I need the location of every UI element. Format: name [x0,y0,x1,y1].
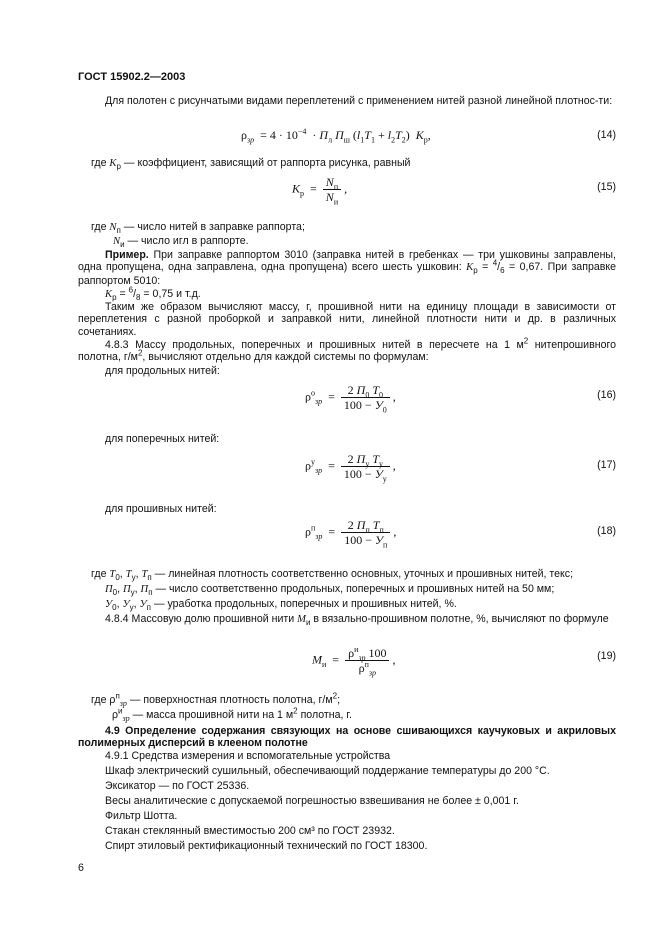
list-item: Эксикатор — по ГОСТ 25336. [105,780,250,792]
where-rho-i-unit: полотна, г. [297,709,352,721]
label-longitudinal: для продольных нитей: [105,365,220,377]
where-ni: $N_и$ — число игл в раппорте. [113,235,249,250]
section-4-9-title: 4.9 Определение содержания связующих на основе сшивающихся каучуковых и акриловых полимерных дисперсий в клееном полотне [78,725,616,750]
where-kr: где $K_р$ — коэффициент, зависящий от раппорта рисунка, равный [91,157,411,172]
where-rho-p-text: — поверхностная плотность полотна, г/м [129,694,333,706]
para-4-8-3-b: нитепрошивного полотна, г/м [78,339,616,364]
para-4-8-4-b: в вязально-прошивном полотне, %, вычисляют по формуле [313,613,609,625]
where-rho-i: $\rho^и_{зр}$ — масса прошивной нити на 1 $м^2$ полотна, г. [112,706,352,724]
para-4-8-3: 4.8.3 Массу продольных, поперечных и прошивных нитей в пересчете на 1 $м^2$ нитепрошивного полотна, $г/м^2$, вычисляют отдельно для каждой системы по формулам: [78,336,616,364]
formula-18: $\rho^п_{зр}$ = $\frac{2 П_п T_п}{100 - У_п}$ , [305,518,397,550]
formula-16: $\rho^о_{зр}$ = $\frac{2 П_0 T_0}{100 - У_0}$ , [305,383,396,415]
list-item: Спирт этиловый ректификационный технический по ГОСТ 18300. [105,840,428,852]
where-nn-text: — число нитей в заправке раппорта; [123,221,305,233]
formula-19: $M_и$ = $\frac{\rho^и_{зр} 100}{\rho^п_{зр}}$ , [312,645,396,678]
where-T-text: — линейная плотность соответственно основных, уточных и прошивных нитей, текс; [154,568,574,580]
example-kr-line: $K_р = ^6/_8 = 0,75$ и т.д. [105,285,201,303]
where-rho-i-text: — масса прошивной нити на 1 м [132,709,294,721]
list-item: Фильтр Шотта. [105,810,178,822]
intro-paragraph: Для полотен с рисунчатыми видами переплетений с применением нитей разной линейной плотнос-ти: [105,95,613,107]
para-4-8-4: 4.8.4 Массовую долю прошивной нити $M_и$ в вязально-прошивном полотне, %, вычисляют по формуле [105,613,609,628]
document-header: ГОСТ 15902.2—2003 [78,71,186,83]
where-word: где [91,221,107,233]
where-T: где $T_0$, $T_у$, $T_п$ — линейная плотность соответственно основных, уточных и прошивных нитей, текс; [91,568,574,583]
example-label: Пример. [105,249,149,261]
eq-number-19: (19) [597,650,616,662]
label-stitch: для прошивных нитей: [105,503,217,515]
where-U: $У_0$, $У_у$, $У_п$ — уработка продольных, поперечных и прошивных нитей, %. [105,598,457,613]
similar-paragraph: Таким же образом вычисляют массу, г, прошивной нити на единицу площади в зависимости от переплетения с разной проборкой и заправкой нити, линейной плотности нити и др. в различных сочетаниях. [78,301,616,338]
list-item: Стакан стеклянный вместимостью 200 см³ по ГОСТ 23932. [105,825,395,837]
para-4-8-3-c: , вычисляют отдельно для каждой системы по формулам: [142,351,429,364]
eq-number-18: (18) [597,525,616,537]
para-4-8-4-a: 4.8.4 Массовую долю прошивной нити [105,613,295,625]
where-ni-text: — число игл в раппорте. [127,235,249,247]
where-P: $П_0$, $П_у$, $П_п$ — число соответственно продольных, поперечных и прошивных нитей на 50 мм; [105,583,555,598]
eq-number-16: (16) [597,389,616,401]
eq-number-17: (17) [597,459,616,471]
example-paragraph: Пример. При заправке раппортом 3010 (заправка нитей в гребенках — три ушковины заправлены, одна пропущена, одна заправлена, одна пропущена) всего шесть ушковин: $K_р = ^4/_6 = 0,67$. При заправке раппортом 5010: [78,249,616,287]
formula-17: $\rho^у_{зр}$ = $\frac{2 П_у T_у}{100 - У_у}$ , [305,452,396,484]
where-word: где [91,157,107,169]
formula-14: $\rho_{зр} = 4 \cdot 10^{-4} \cdot П_л$ $П_ш$ $(l_1T_1 + l_2T_2)$ $K_р$, [241,127,431,145]
where-rho-p: где $\rho^п_{зр}$ — поверхностная плотность полотна, $г/м^2$; [91,691,341,709]
section-4-9-1: 4.9.1 Средства измерения и вспомогательные устройства [105,750,391,762]
where-word: где [91,694,107,706]
formula-15: $K_р$ = $\frac{N_п}{N_и}$ , [292,175,348,207]
eq-number-14: (14) [597,129,616,141]
list-item: Шкаф электрический сушильный, обеспечивающий поддержание температуры до 200 °С. [105,765,550,777]
para-4-8-3-a: 4.8.3 Массу продольных, поперечных и прошивных нитей в пересчете на 1 м [105,339,524,351]
eq-number-15: (15) [597,181,616,193]
example-val1: = 0,67. При заправке раппортом 5010: [78,261,616,287]
where-kr-text: — коэффициент, зависящий от раппорта рисунка, равный [123,157,411,169]
example-val2: = 0,75 и т.д. [143,288,201,300]
example-text: При заправке раппортом 3010 (заправка нитей в гребенках — три ушковины заправлены, одна пропущена, одна заправлена, одна пропущена) всего шесть ушковин: [78,249,616,274]
label-transverse: для поперечных нитей: [105,433,220,445]
list-item: Весы аналитические с допускаемой погрешностью взвешивания не более ± 0,001 г. [105,795,519,807]
page-number: 6 [78,862,84,874]
where-P-text: — число соответственно продольных, поперечных и прошивных нитей на 50 мм; [155,583,555,595]
where-word: где [91,568,107,580]
where-nn: где $N_п$ — число нитей в заправке раппорта; [91,221,305,236]
where-U-text: — уработка продольных, поперечных и прошивных нитей, %. [153,598,457,610]
